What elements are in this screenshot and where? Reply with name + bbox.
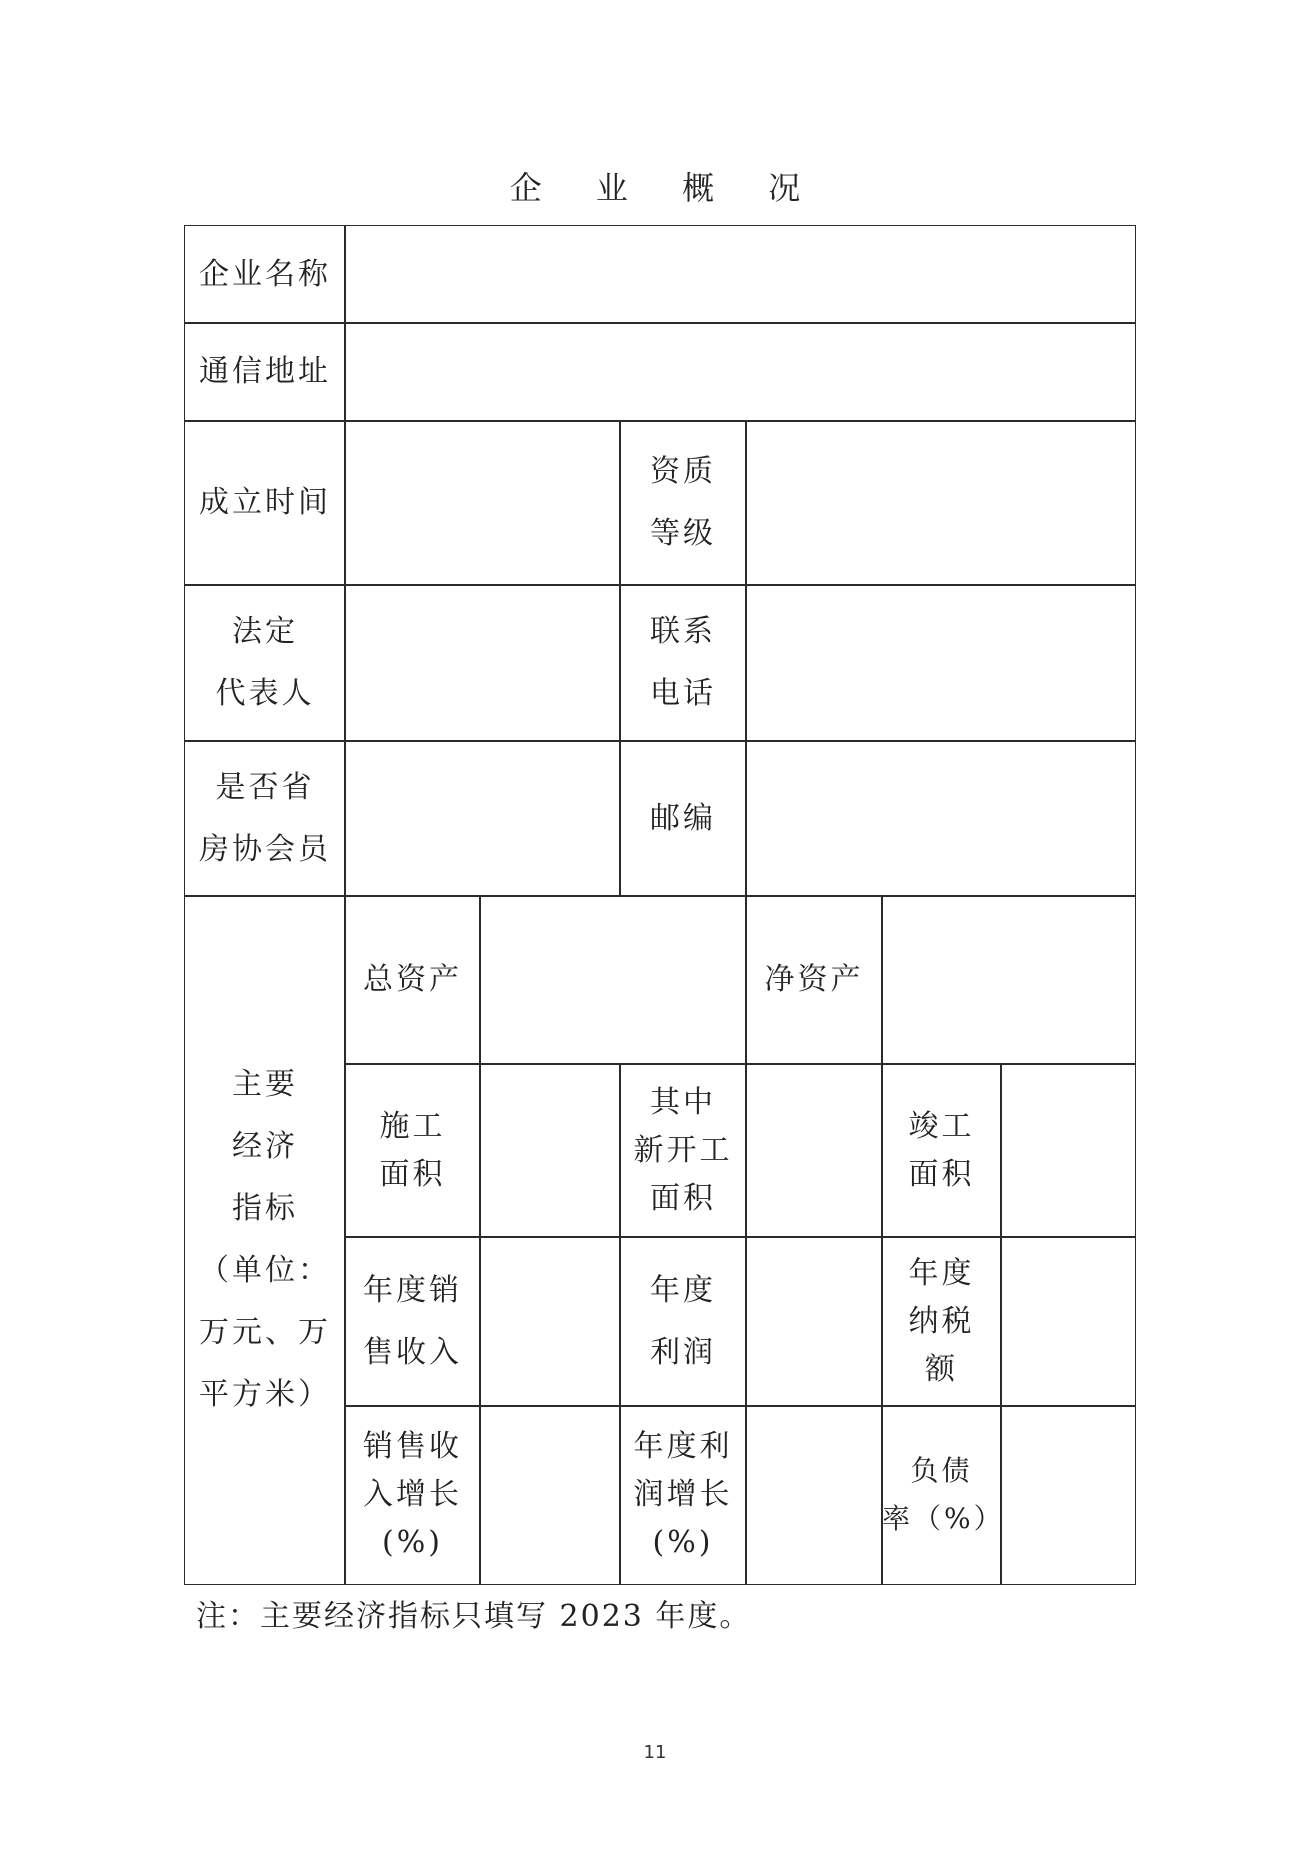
company-name-field[interactable] <box>344 225 1136 324</box>
annual-profit-label: 年度 利润 <box>619 1236 747 1407</box>
established-label: 成立时间 <box>184 420 346 586</box>
annual-sales-label: 年度销 售收入 <box>344 1236 481 1407</box>
postcode-field[interactable] <box>745 740 1136 897</box>
annual-tax-label: 年度 纳税 额 <box>881 1236 1002 1407</box>
footnote: 注：主要经济指标只填写 2023 年度。 <box>196 1599 752 1634</box>
address-field[interactable] <box>344 322 1136 422</box>
completed-area-field[interactable] <box>1000 1063 1136 1238</box>
profit-growth-label: 年度利 润增长 (%) <box>619 1405 747 1585</box>
company-name-label: 企业名称 <box>184 225 346 324</box>
page-number: 11 <box>643 1742 667 1763</box>
legal-rep-field[interactable] <box>344 584 621 742</box>
postcode-label: 邮编 <box>619 740 747 897</box>
member-label: 是否省 房协会员 <box>184 740 346 897</box>
net-assets-field[interactable] <box>881 895 1136 1065</box>
profit-growth-field[interactable] <box>745 1405 883 1585</box>
annual-profit-field[interactable] <box>745 1236 883 1407</box>
new-construction-field[interactable] <box>745 1063 883 1238</box>
established-field[interactable] <box>344 420 621 586</box>
new-construction-label: 其中 新开工 面积 <box>619 1063 747 1238</box>
qualification-field[interactable] <box>745 420 1136 586</box>
sales-growth-label: 销售收 入增长 (%) <box>344 1405 481 1585</box>
total-assets-label: 总资产 <box>344 895 481 1065</box>
sales-growth-field[interactable] <box>479 1405 621 1585</box>
net-assets-label: 净资产 <box>745 895 883 1065</box>
legal-rep-label: 法定 代表人 <box>184 584 346 742</box>
company-overview-table <box>184 225 1136 1585</box>
phone-label: 联系 电话 <box>619 584 747 742</box>
construction-area-label: 施工 面积 <box>344 1063 481 1238</box>
address-label: 通信地址 <box>184 322 346 422</box>
annual-tax-field[interactable] <box>1000 1236 1136 1407</box>
debt-ratio-label: 负债 率（%） <box>881 1405 1002 1585</box>
construction-area-field[interactable] <box>479 1063 621 1238</box>
debt-ratio-field[interactable] <box>1000 1405 1136 1585</box>
page-title: 企 业 概 况 <box>509 169 823 207</box>
qualification-label: 资质 等级 <box>619 420 747 586</box>
completed-area-label: 竣工 面积 <box>881 1063 1002 1238</box>
economic-indicators-label: 主要 经济 指标 （单位： 万元、万 平方米） <box>184 895 346 1585</box>
total-assets-field[interactable] <box>479 895 747 1065</box>
member-field[interactable] <box>344 740 621 897</box>
annual-sales-field[interactable] <box>479 1236 621 1407</box>
phone-field[interactable] <box>745 584 1136 742</box>
